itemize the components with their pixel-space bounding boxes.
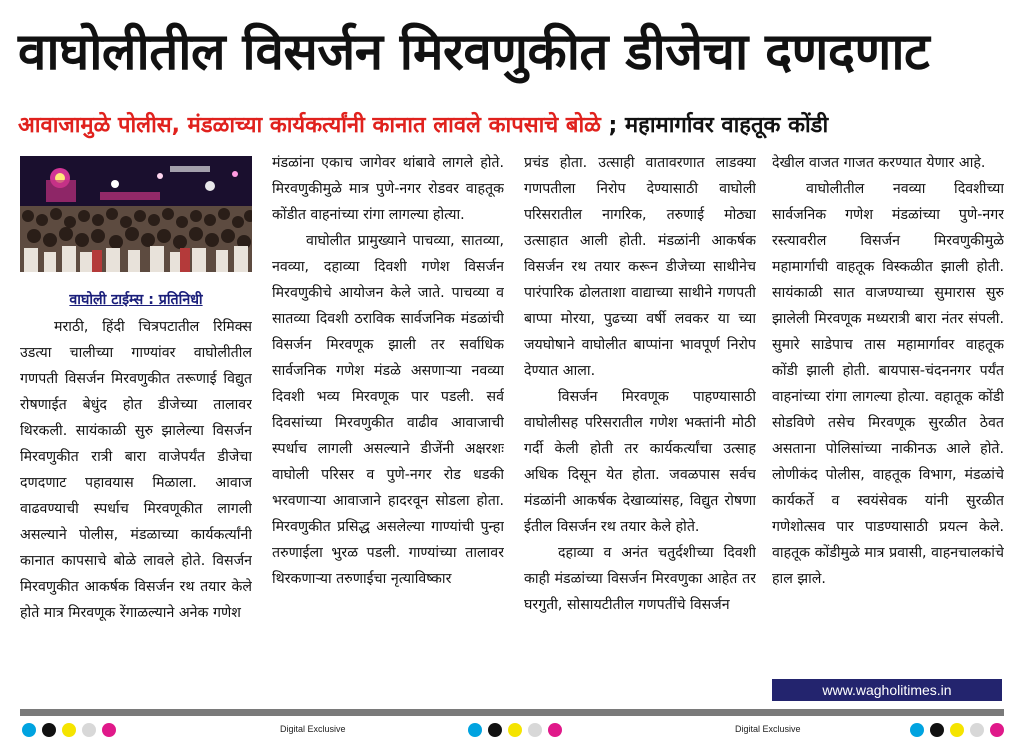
registration-dot bbox=[910, 723, 924, 737]
article-paragraph: दहाव्या व अनंत चतुर्दशीच्या दिवशी काही मंडळांच्या विसर्जन मिरवणुका आहेत तर घरगुती, सोसायटीतील गणपतींचे विसर्जन bbox=[524, 545, 756, 613]
article-paragraph: विसर्जन मिरवणूक पाहण्यासाठी वाघोलीसह परिसरातील गणेश भक्तांनी मोठी गर्दी केली होती तर कार्यकर्त्यांचा उत्साह अधिक दिसून येत होता. जवळपास सर्वच मंडळांनी आकर्षक देखाव्यांसह, विद्युत रोषणा ईतील विसर्जन रथ तयार केले होते. bbox=[524, 389, 756, 535]
byline: वाघोली टाईम्स : प्रतिनिधी bbox=[69, 292, 203, 308]
footer-rule bbox=[20, 709, 1004, 716]
registration-dot bbox=[488, 723, 502, 737]
registration-dot bbox=[950, 723, 964, 737]
article-paragraph: प्रचंड होता. उत्साही वातावरणात लाडक्या गणपतीला निरोप देण्यासाठी वाघोली परिसरातील नागरिक, तरुणाई मोठ्या उत्साहात आली होती. मंडळांनी आकर्षक विसर्जन रथ तयार करून डीजेच्या साथीनेच पारंपारिक ढोलताशा वाद्याच्या साथीने गणपती बाप्पा मोरया, पुढच्या वर्षी लवकर या च्या जयघोषाने वाघोलीत बाप्पांना भावपूर्ण निरोप देण्यात आला. bbox=[524, 155, 756, 379]
article-paragraph: वाघोलीतील नवव्या दिवशीच्या सार्वजनिक गणेश मंडळांच्या पुणे-नगर रस्त्यावरील विसर्जन मिरवणुकीमुळे महामार्गाची वाहतूक विस्कळीत झाली होती. सायंकाळी सात वाजण्याच्या सुमारास सुरु झालेली मिरवणूक मध्यरात्री बारा नंतर संपली. सुमारे साडेपाच तास महामार्गावर वाहतूक कोंडी झाली होती. बायपास-चंदननगर पर्यंत वाहनांच्या रांगा लागल्या होत्या. वहातूक कोंडी सोडविणे तसेच मिरवणूक सुरळीत ठेवत असताना पोलिसांच्या नाकीनऊ आले होते. लोणीकंद पोलीस, वाहतूक विभाग, मंडळांचे कार्यकर्ते व स्वयंसेवक यांनी सुरळीत गणेशोत्सव पार पाडण्यासाठी प्रयत्न केले. वाहतूक कोंडीमुळे मात्र प्रवासी, वाहनचालकांचे हाल झाले. bbox=[772, 181, 1004, 587]
registration-dot bbox=[22, 723, 36, 737]
footer-label-left: Digital Exclusive bbox=[280, 724, 346, 734]
registration-marks-left bbox=[22, 723, 116, 737]
article-paragraph: वाघोलीत प्रामुख्याने पाचव्या, सातव्या, नवव्या, दहाव्या दिवशी गणेश विसर्जन मिरवणुकीचे आयोजन केले जाते. पाचव्या व सातव्या दिवशी ठराविक सार्वजनिक मंडळांची विसर्जन मिरवणूक झाली तर सर्वाधिक सार्वजनिक गणेश मंडळे असणाऱ्या नवव्या दिवशी भव्य मिरवणूक पार पडली. सर्व दिवसांच्या मिरवणुकीत वाढीव आवाजाची स्पर्धाच लागली असल्याने डीजेंनी अक्षरशः वाघोली परिसर व पुणे-नगर रोड धडकी भरवणाऱ्या आवाजाने हादरवून सोडला होता. मिरवणुकीत प्रसिद्ध असलेल्या गाण्यांची पुन्हा तरुणाईला भुरळ पडली. गाण्यांच्या तालावर थिरकणाऱ्या तरुणाईचा नृत्याविष्कार bbox=[272, 233, 504, 587]
registration-dot bbox=[42, 723, 56, 737]
registration-marks-center bbox=[468, 723, 562, 737]
registration-dot bbox=[508, 723, 522, 737]
subheadline-black: ; महामार्गावर वाहतूक कोंडी bbox=[600, 113, 829, 138]
subheadline-red: आवाजामुळे पोलीस, मंडळाच्या कार्यकर्त्यांनी कानात लावले कापसाचे बोळे bbox=[18, 113, 601, 138]
registration-dot bbox=[930, 723, 944, 737]
article-column-1 bbox=[20, 150, 252, 705]
article-column-4 bbox=[772, 150, 1004, 680]
registration-dot bbox=[548, 723, 562, 737]
registration-dot bbox=[990, 723, 1004, 737]
article-paragraph: मंडळांना एकाच जागेवर थांबावे लागले होते. मिरवणुकीमुळे मात्र पुणे-नगर रोडवर वाहतूक कोंडीत वाहनांच्या रांगा लागल्या होत्या. bbox=[272, 155, 504, 223]
registration-dot bbox=[468, 723, 482, 737]
article-column-2 bbox=[272, 150, 504, 705]
footer-label-right: Digital Exclusive bbox=[735, 724, 801, 734]
registration-dot bbox=[528, 723, 542, 737]
registration-marks-right bbox=[910, 723, 1004, 737]
registration-dot bbox=[82, 723, 96, 737]
article-column-3 bbox=[524, 150, 756, 705]
crowd-procession-photo bbox=[20, 156, 252, 272]
registration-dot bbox=[62, 723, 76, 737]
website-link[interactable]: www.wagholitimes.in bbox=[772, 679, 1002, 701]
headline: वाघोलीतील विसर्जन मिरवणुकीत डीजेचा दणदणाट bbox=[18, 23, 930, 82]
registration-dot bbox=[102, 723, 116, 737]
article-paragraph: मराठी, हिंदी चित्रपटातील रिमिक्स उडत्या चालीच्या गाण्यांवर वाघोलीतील गणपती विसर्जन मिरवणुकीत तरूणाई विद्युत रोषणाईत बेधुंद होत डीजेच्या तालावर थिरकली. सायंकाळी सुरु झालेल्या विसर्जन मिरवणुकीत रात्री बारा वाजेपर्यंत डीजेचा दणदणाट पहावयास मिळाला. आवाज वाढवण्याची स्पर्धाच मिरवणूकीत लागली असल्याने पोलीस, मंडळाच्या कार्यकर्त्यांनी कानात कापसाचे बोळे लावले होते. विसर्जन मिरवणुकीत आकर्षक विसर्जन रथ तयार केले होते मात्र मिरवणूक रेंगाळल्याने अनेक गणेश bbox=[20, 319, 252, 621]
article-paragraph: देखील वाजत गाजत करण्यात येणार आहे. bbox=[772, 155, 986, 171]
registration-dot bbox=[970, 723, 984, 737]
subheadline bbox=[18, 106, 1018, 146]
